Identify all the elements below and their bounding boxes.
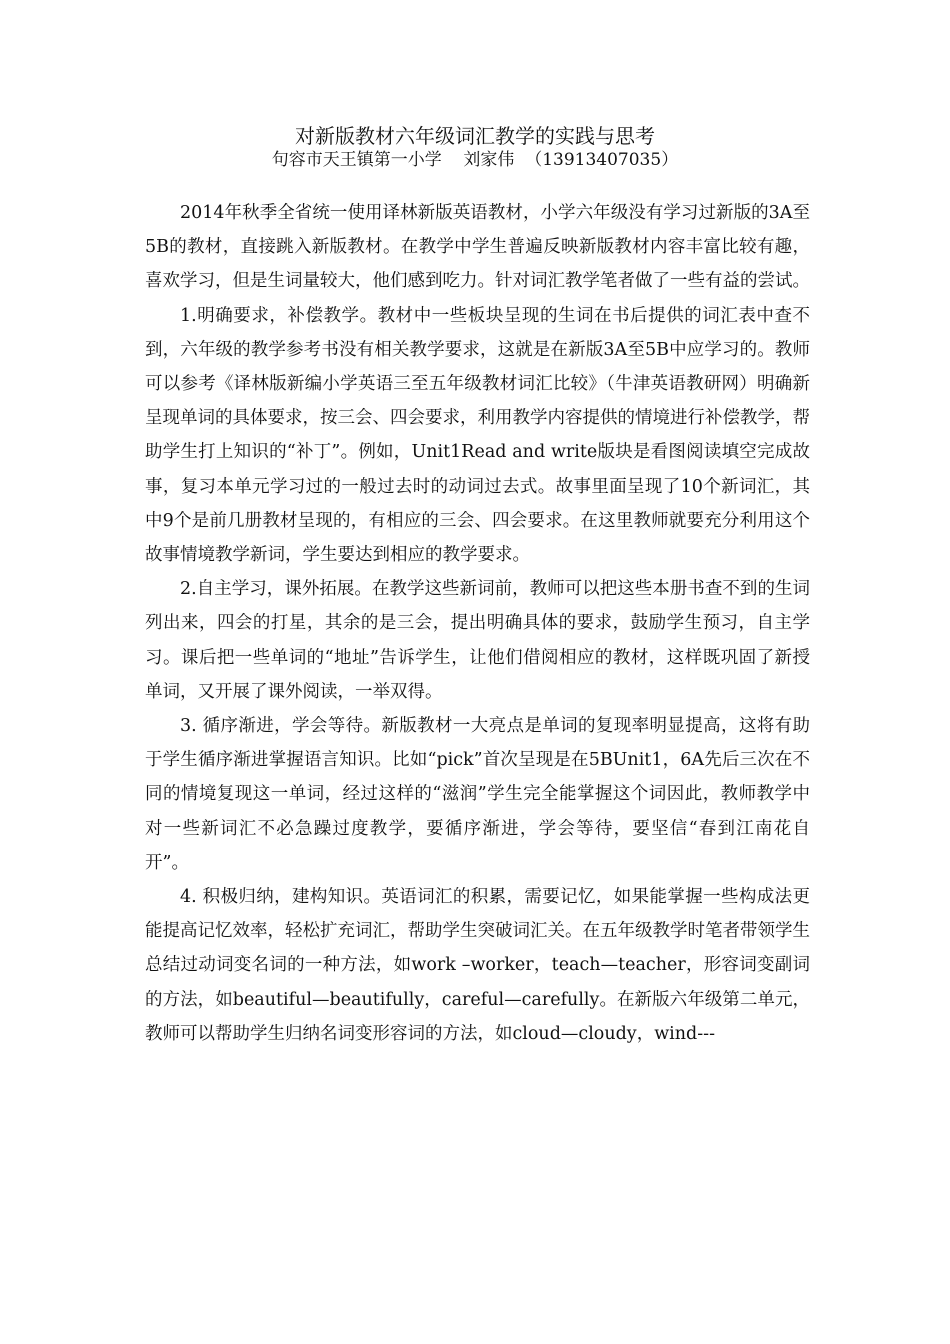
document-title: 对新版教材六年级词汇教学的实践与思考 [295,124,655,148]
author-byline: 句容市天王镇第一小学 刘家伟 （13913407035） [271,150,679,170]
article-body [145,196,810,1051]
paragraph-1-clear-requirements: 1.明确要求，补偿教学。教材中一些板块呈现的生词在书后提供的词汇表中查不到，六年级的教学参考书没有相关教学要求，这就是在新版3A至5B中应学习的。教师可以参考《译林版新编小学英语三至五年级教材词汇比较》（牛津英语教研网）明确新呈现单词的具体要求，按三会、四会要求，利用教学内容提供的情境进行补偿教学，帮助学生打上知识的“补丁”。例如，Unit1Read and write版块是看图阅读填空完成故事，复习本单元学习过的一般过去时的动词过去式。故事里面呈现了10个新词汇，其中9个是前几册教材呈现的，有相应的三会、四会要求。在这里教师就要充分利用这个故事情境教学新词，学生要达到相应的教学要求。 [145,305,810,566]
intro-paragraph: 2014年秋季全省统一使用译林新版英语教材，小学六年级没有学习过新版的3A至5B的教材，直接跳入新版教材。在教学中学生普遍反映新版教材内容丰富比较有趣，喜欢学习，但是生词量较大，他们感到吃力。针对词汇教学笔者做了一些有益的尝试。 [145,203,810,292]
paragraph-3-step-by-step: 3. 循序渐进，学会等待。新版教材一大亮点是单词的复现率明显提高，这将有助于学生循序渐进掌握语言知识。比如“pick”首次呈现是在5BUnit1，6A先后三次在不同的情境复现这一单词，经过这样的“滋润”学生完全能掌握这个词因此，教师教学中对一些新词汇不必急躁过度教学，要循序渐进，学会等待，要坚信“春到江南花自开”。 [145,716,810,873]
paragraph-4-summarize: 4. 积极归纳，建构知识。英语词汇的积累，需要记忆，如果能掌握一些构成法更能提高记忆效率，轻松扩充词汇，帮助学生突破词汇关。在五年级教学时笔者带领学生总结过动词变名词的一种方法，如work –worker，teach—teacher，形容词变副词的方法，如beautiful—beautifully，careful—carefully。在新版六年级第二单元，教师可以帮助学生归纳名词变形容词的方法，如cloud—cloudy，wind--- [145,887,810,1044]
paragraph-2-self-study: 2.自主学习，课外拓展。在教学这些新词前，教师可以把这些本册书查不到的生词列出来，四会的打星，其余的是三会，提出明确具体的要求，鼓励学生预习，自主学习。课后把一些单词的“地址”告诉学生，让他们借阅相应的教材，这样既巩固了新授单词，又开展了课外阅读，一举双得。 [145,579,810,702]
